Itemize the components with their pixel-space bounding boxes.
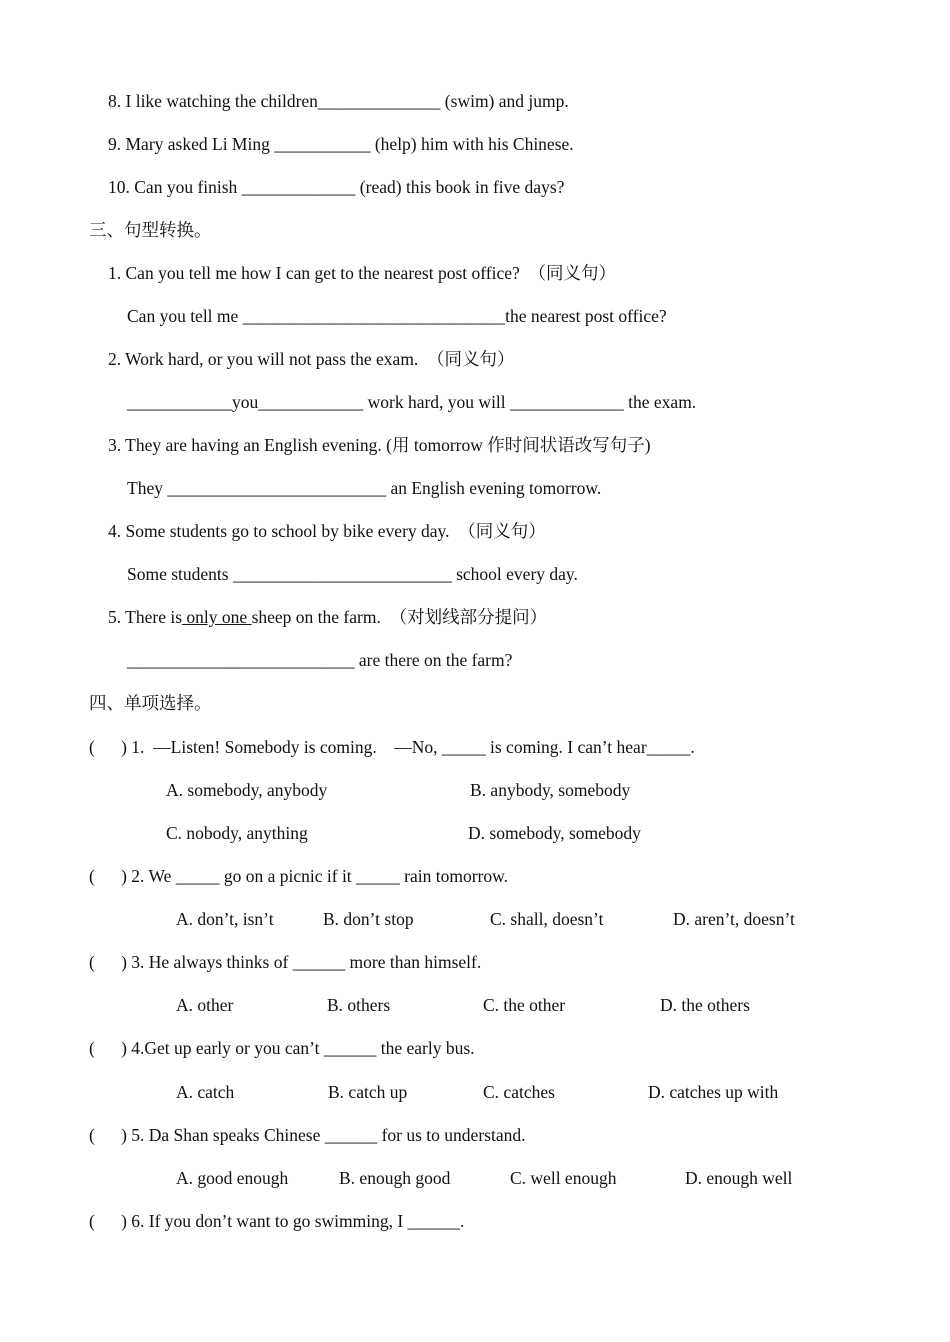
mc-option-1b: B. anybody, somebody: [470, 780, 631, 800]
transform-answer-2: ____________you____________ work hard, you will _____________ the exam.: [127, 392, 697, 412]
item-5-text-after: sheep on the farm. （对划线部分提问）: [251, 607, 548, 627]
transform-item-4: 4. Some students go to school by bike every day. （同义句）: [108, 521, 546, 541]
mc-question-4: ( ) 4.Get up early or you can’t ______ the early bus.: [89, 1038, 475, 1058]
mc-option-5c: C. well enough: [510, 1168, 617, 1188]
mc-option-1c: C. nobody, anything: [166, 823, 308, 843]
fill-blank-item-8: 8. I like watching the children______________ (swim) and jump.: [108, 91, 569, 111]
mc-question-1: ( ) 1. —Listen! Somebody is coming. —No, _____ is coming. I can’t hear_____.: [89, 737, 695, 757]
transform-answer-3: They _________________________ an English evening tomorrow.: [127, 478, 602, 498]
mc-option-4c: C. catches: [483, 1082, 555, 1102]
fill-blank-item-9: 9. Mary asked Li Ming ___________ (help) him with his Chinese.: [108, 134, 574, 154]
mc-option-1d: D. somebody, somebody: [468, 823, 641, 843]
mc-question-3: ( ) 3. He always thinks of ______ more than himself.: [89, 952, 482, 972]
transform-item-3: 3. They are having an English evening. (用 tomorrow 作时间状语改写句子): [108, 435, 651, 455]
mc-option-4d: D. catches up with: [648, 1082, 779, 1102]
mc-option-3b: B. others: [327, 995, 391, 1015]
mc-option-1a: A. somebody, anybody: [166, 780, 328, 800]
section-heading-sentence-transformation: 三、句型转换。: [89, 220, 212, 240]
mc-question-5: ( ) 5. Da Shan speaks Chinese ______ for us to understand.: [89, 1125, 526, 1145]
item-5-underlined-text: only one: [182, 607, 252, 627]
transform-answer-4: Some students _________________________ school every day.: [127, 564, 578, 584]
mc-option-2b: B. don’t stop: [323, 909, 414, 929]
mc-option-5d: D. enough well: [685, 1168, 793, 1188]
mc-option-2a: A. don’t, isn’t: [176, 909, 274, 929]
section-heading-multiple-choice: 四、单项选择。: [89, 693, 212, 713]
mc-option-4a: A. catch: [176, 1082, 235, 1102]
transform-item-5: [108, 606, 547, 628]
transform-answer-5: __________________________ are there on the farm?: [127, 650, 513, 670]
transform-answer-1: Can you tell me ______________________________the nearest post office?: [127, 306, 667, 326]
mc-question-6: ( ) 6. If you don’t want to go swimming, I ______.: [89, 1211, 465, 1231]
mc-option-5a: A. good enough: [176, 1168, 289, 1188]
mc-option-2d: D. aren’t, doesn’t: [673, 909, 795, 929]
mc-option-4b: B. catch up: [328, 1082, 408, 1102]
mc-option-2c: C. shall, doesn’t: [490, 909, 604, 929]
mc-option-3d: D. the others: [660, 995, 750, 1015]
mc-question-2: ( ) 2. We _____ go on a picnic if it _____ rain tomorrow.: [89, 866, 509, 886]
mc-option-3a: A. other: [176, 995, 234, 1015]
mc-option-5b: B. enough good: [339, 1168, 451, 1188]
fill-blank-item-10: 10. Can you finish _____________ (read) this book in five days?: [108, 177, 565, 197]
mc-option-3c: C. the other: [483, 995, 566, 1015]
transform-item-2: 2. Work hard, or you will not pass the exam. （同义句）: [108, 349, 515, 369]
transform-item-1: 1. Can you tell me how I can get to the nearest post office? （同义句）: [108, 263, 617, 283]
item-5-text-before: 5. There is: [108, 607, 183, 627]
